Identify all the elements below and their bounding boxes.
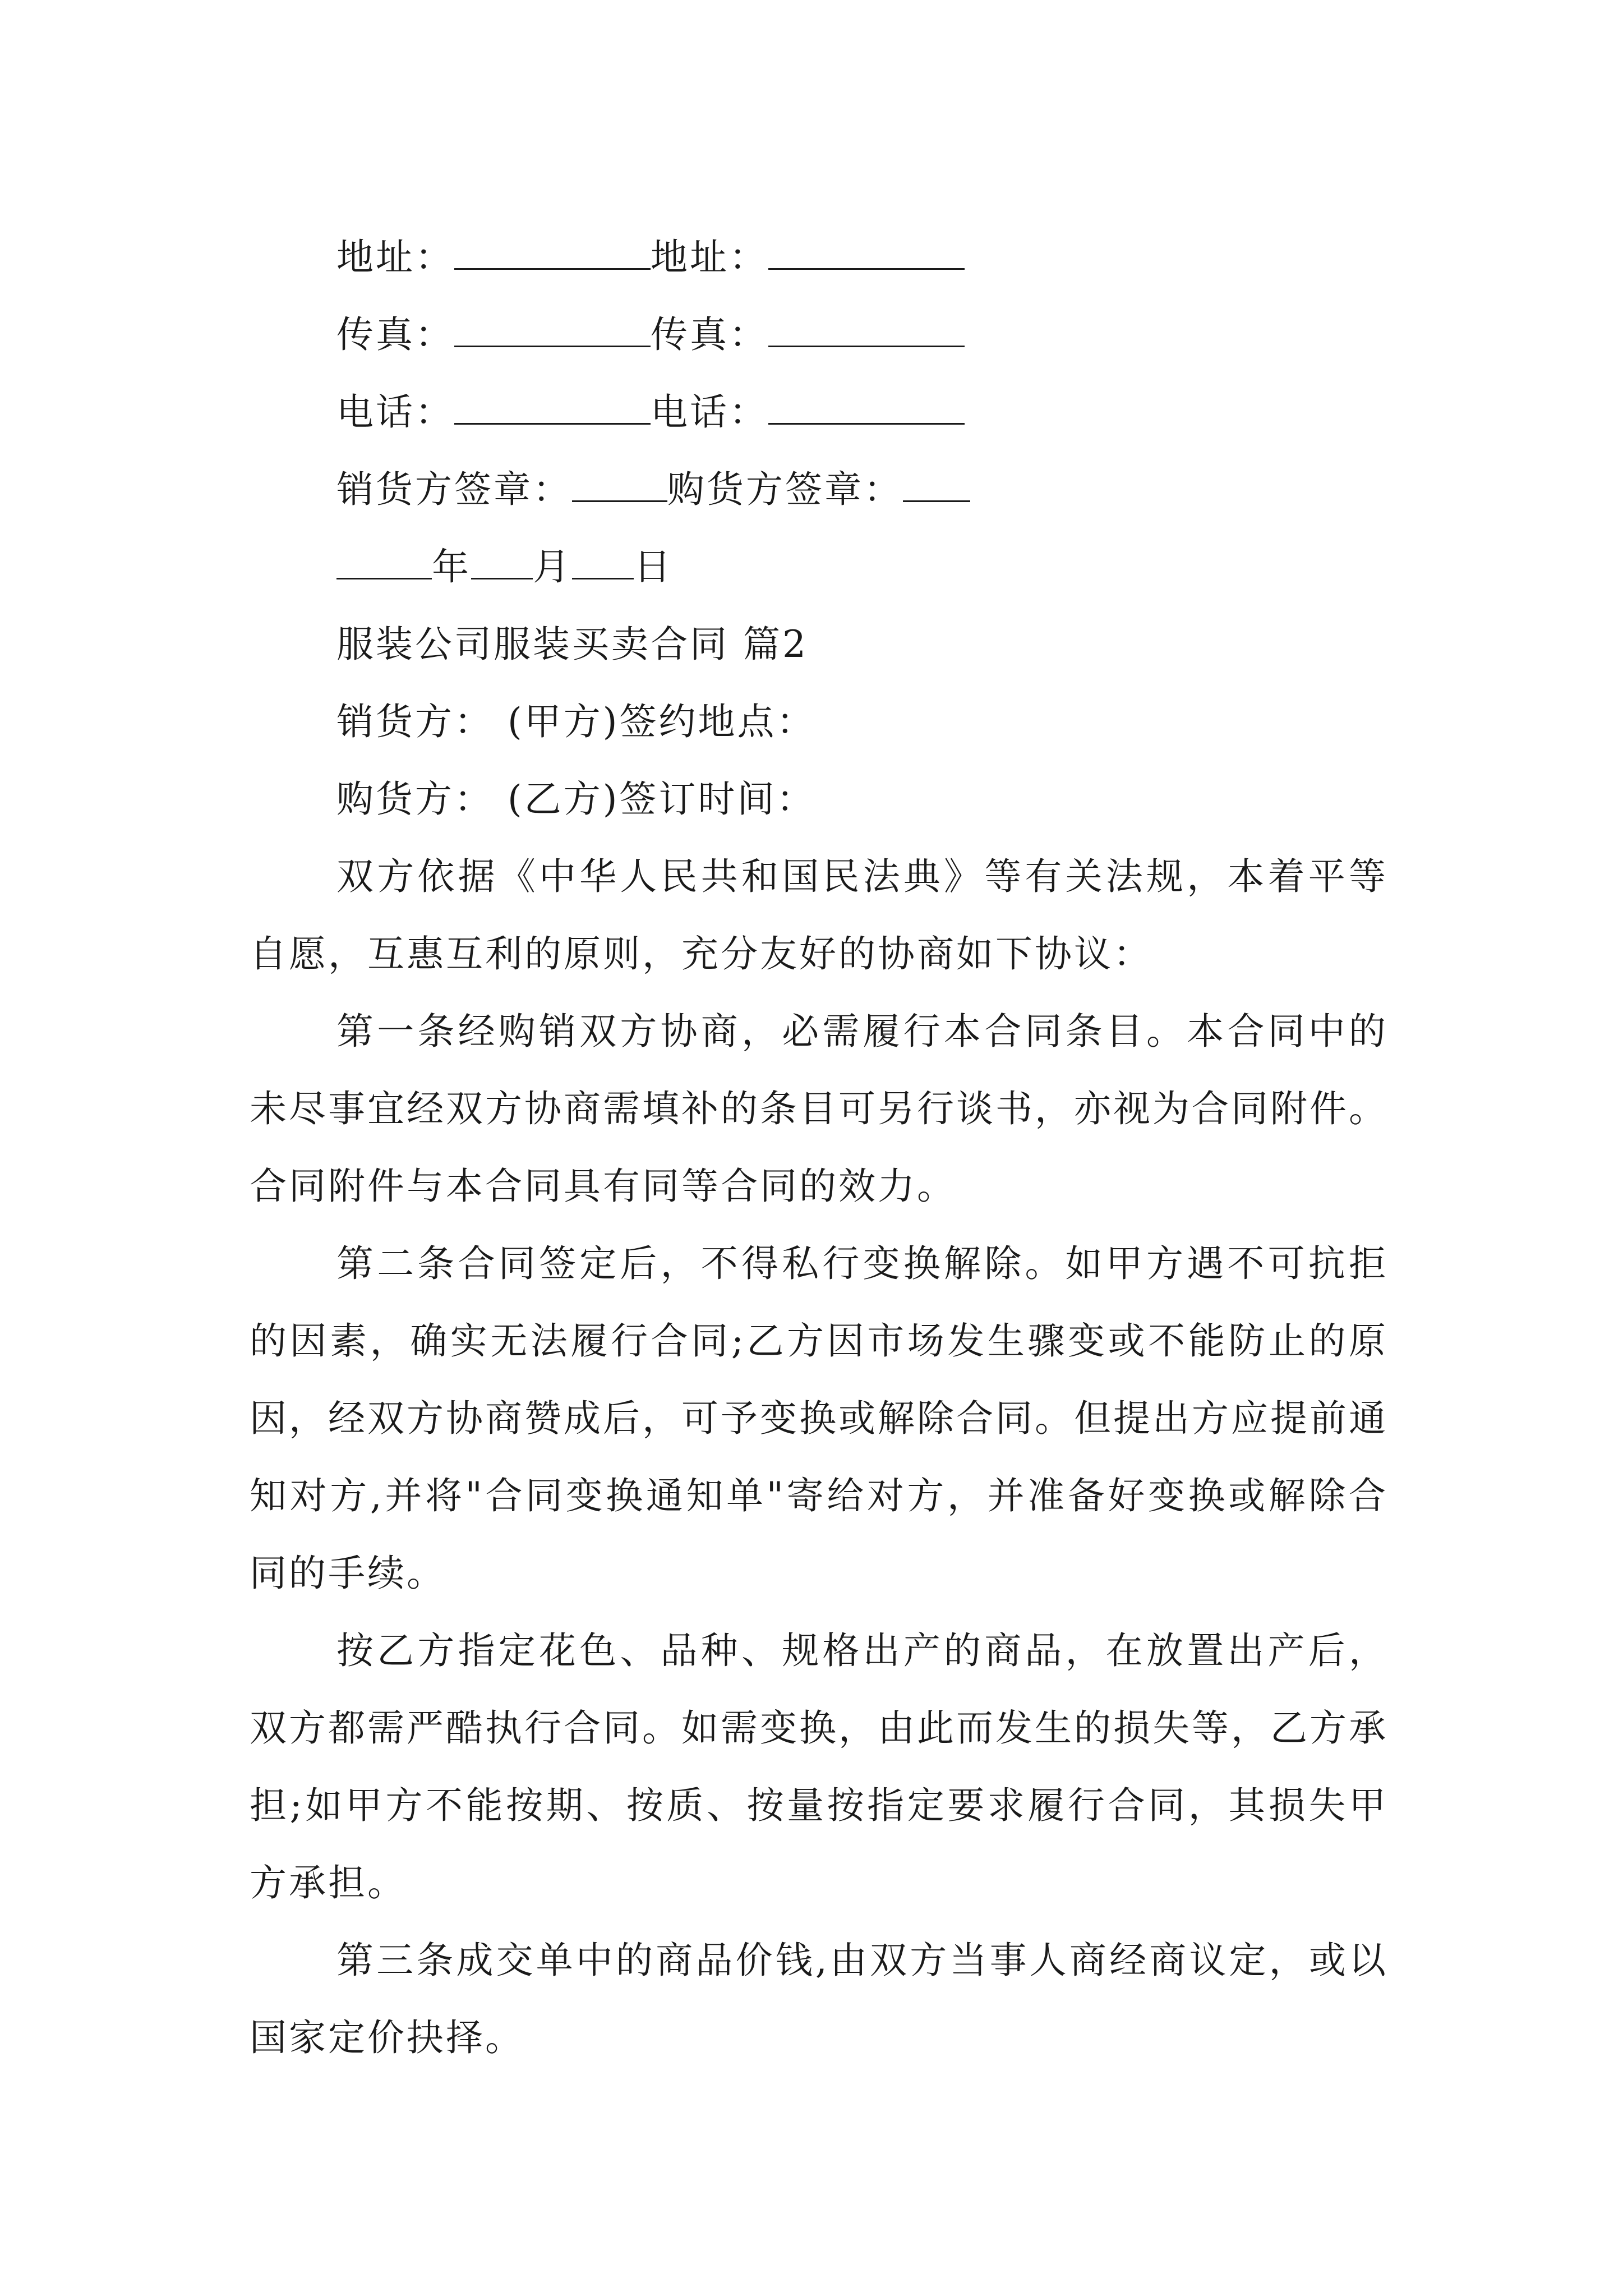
paragraph-article-2-continued: 按乙方指定花色、品种、规格出产的商品，在放置出产后，双方都需严酷执行合同。如需变换，由此而发生的损失等，乙方承担;如甲方不能按期、按质、按量按指定要求履行合同，其损失甲方承担。	[250, 1629, 1388, 1904]
paragraph-article-2: 第二条合同签定后，不得私行变换解除。如甲方遇不可抗拒的因素，确实无法履行合同;乙方因市场发生骤变或不能防止的原因，经双方协商赞成后，可予变换或解除合同。但提出方应提前通知对方,并将"合同变换通知单"寄给对方，并准备好变换或解除合同的手续。	[250, 1242, 1388, 1595]
phone-label-seller: 电话：	[336, 390, 454, 434]
address-label-buyer: 地址：	[651, 236, 768, 279]
seller-party-line: 销货方： (甲方)签约地点：	[336, 700, 816, 743]
day-label: 日	[634, 545, 673, 588]
fax-blank-buyer	[768, 312, 965, 347]
phone-row	[250, 374, 1388, 451]
date-row	[250, 528, 1388, 606]
month-label: 月	[533, 545, 572, 588]
address-label-seller: 地址：	[336, 236, 454, 279]
buyer-signature-label: 购货方签章：	[667, 468, 903, 511]
address-blank-buyer	[768, 234, 965, 270]
address-blank-seller	[454, 234, 651, 270]
document-body	[250, 219, 1388, 2077]
phone-label-buyer: 电话：	[651, 390, 768, 434]
fax-row	[250, 296, 1388, 374]
month-blank	[471, 544, 533, 579]
day-blank	[572, 544, 634, 579]
buyer-signature-blank	[903, 467, 970, 502]
buyer-party-line: 购货方： (乙方)签订时间：	[336, 777, 816, 821]
address-row	[250, 219, 1388, 296]
phone-blank-seller	[454, 389, 651, 425]
phone-blank-buyer	[768, 389, 965, 425]
paragraph-article-1: 第一条经购销双方协商，必需履行本合同条目。本合同中的未尽事宜经双方协商需填补的条目可另行谈书，亦视为合同附件。合同附件与本合同具有同等合同的效力。	[250, 1010, 1388, 1208]
signature-row	[250, 451, 1388, 528]
fax-label-seller: 传真：	[336, 313, 454, 356]
year-blank	[336, 544, 432, 579]
section-title: 服装公司服装买卖合同 篇2	[336, 623, 808, 666]
fax-label-buyer: 传真：	[651, 313, 768, 356]
year-label: 年	[432, 545, 471, 588]
paragraph-preamble: 双方依据《中华人民共和国民法典》等有关法规，本着平等自愿，互惠互利的原则，充分友好的协商如下协议：	[250, 855, 1388, 976]
paragraph-article-3: 第三条成交单中的商品价钱,由双方当事人商经商议定，或以国家定价抉择。	[250, 1939, 1388, 2059]
fax-blank-seller	[454, 312, 651, 347]
seller-signature-blank	[572, 467, 667, 502]
seller-signature-label: 销货方签章：	[336, 468, 572, 511]
